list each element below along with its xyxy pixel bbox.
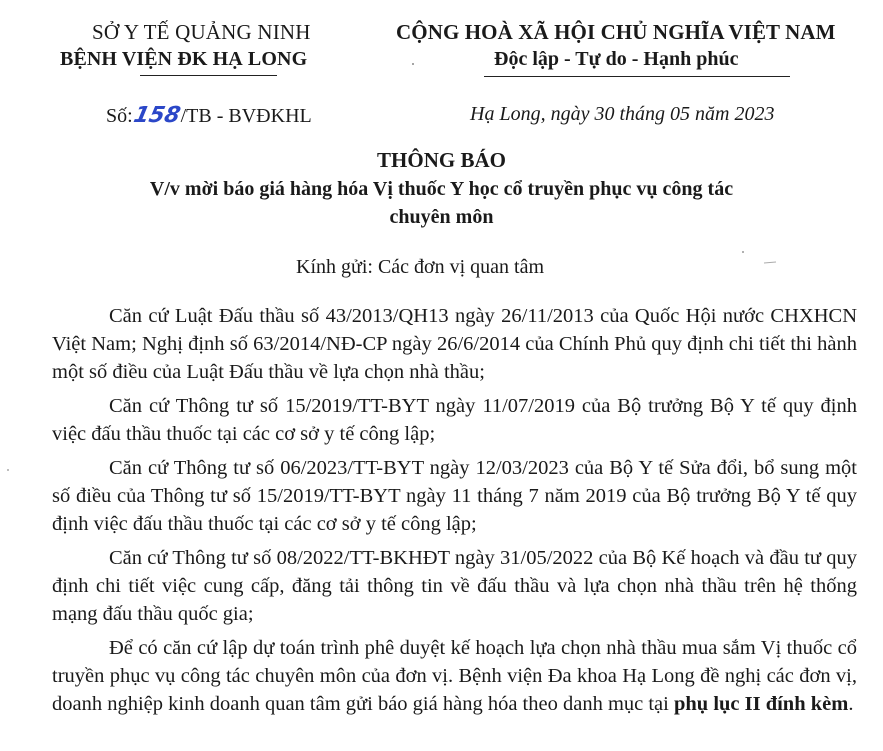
number-prefix: Số: xyxy=(106,105,133,127)
document-subject-line-2: chuyên môn xyxy=(389,206,494,228)
request-text: Để có căn cứ lập dự toán trình phê duyệt kế hoạch lựa chọn nhà thầu mua sắm Vị thuốc cổ truyền phục vụ công tác chuyên môn của đơn vị. Bệnh viện Đa khoa Hạ Long đề nghị các đơn vị, doanh nghiệp kinh doanh quan tâm gửi báo giá hàng hóa theo danh mục tại xyxy=(52,637,857,715)
document-title: THÔNG BÁO xyxy=(377,148,506,172)
paragraph-legal-basis-4: Căn cứ Thông tư số 08/2022/TT-BKHĐT ngày 31/05/2022 của Bộ Kế hoạch và đầu tư quy định chi tiết việc cung cấp, đăng tải thông tin về đấu thầu và lựa chọn nhà thầu trên hệ thống mạng đấu thầu quốc gia; xyxy=(52,547,857,625)
paragraph-legal-basis-3: Căn cứ Thông tư số 06/2023/TT-BYT ngày 12/03/2023 của Bộ Y tế Sửa đổi, bổ sung một số điều của Thông tư số 15/2019/TT-BYT ngày 11 tháng 7 năm 2019 của Bộ trưởng Bộ Y tế quy định việc đấu thầu thuốc tại các cơ sở y tế công lập; xyxy=(52,457,857,535)
document-subject-line-1: V/v mời báo giá hàng hóa Vị thuốc Y học cổ truyền phục vụ công tác xyxy=(149,178,734,200)
motto-underline xyxy=(484,76,790,77)
request-end: . xyxy=(848,693,854,715)
handwritten-number: 158 xyxy=(131,103,183,128)
org-parent-name: SỞ Y TẾ QUẢNG NINH xyxy=(92,20,311,44)
paragraph-legal-basis-2: Căn cứ Thông tư số 15/2019/TT-BYT ngày 11/07/2019 của Bộ trưởng Bộ Y tế quy định việc đấu thầu thuốc tại các cơ sở y tế công lập; xyxy=(52,395,857,445)
appendix-reference: phụ lục II đính kèm xyxy=(673,693,849,715)
national-motto: Độc lập - Tự do - Hạnh phúc xyxy=(494,48,739,70)
document-body xyxy=(52,302,857,724)
place-date: Hạ Long, ngày 30 tháng 05 năm 2023 xyxy=(470,103,775,125)
paragraph-legal-basis-1: Căn cứ Luật Đấu thầu số 43/2013/QH13 ngày 26/11/2013 của Quốc Hội nước CHXHCN Việt Nam; Nghị định số 63/2014/NĐ-CP ngày 26/6/2014 của Chính Phủ quy định chi tiết thi hành một số điều của Luật Đấu thầu về lựa chọn nhà thầu; xyxy=(52,305,857,383)
paragraph-request xyxy=(52,634,857,718)
national-title: CỘNG HOÀ XÃ HỘI CHỦ NGHĨA VIỆT NAM xyxy=(396,20,836,44)
document-number xyxy=(106,103,312,128)
number-suffix: /TB - BVĐKHL xyxy=(180,105,312,127)
org-underline xyxy=(140,75,277,76)
recipient-line: Kính gửi: Các đơn vị quan tâm xyxy=(296,256,545,278)
org-name: BỆNH VIỆN ĐK HẠ LONG xyxy=(60,48,308,70)
